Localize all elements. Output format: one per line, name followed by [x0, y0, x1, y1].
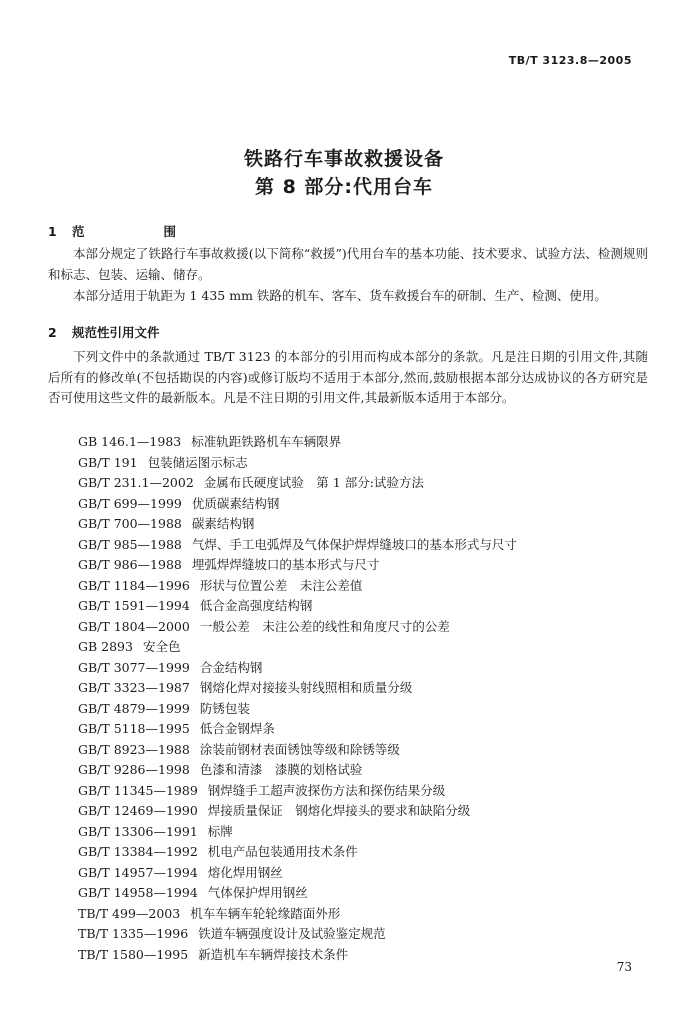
section-number: 2: [48, 325, 57, 340]
reference-code: GB/T 700—1988: [78, 516, 182, 531]
reference-title: 熔化焊用钢丝: [207, 864, 283, 880]
reference-title: 钢熔化焊对接接头射线照相和质量分级: [199, 680, 413, 695]
reference-item: [78, 514, 517, 535]
reference-item: [78, 699, 517, 720]
reference-title: 标准轨距铁路机车车辆限界: [191, 434, 342, 449]
reference-title: 一般公差 未注公差的线性和角度尺寸的公差: [199, 618, 450, 634]
reference-title: 优质碳素结构钢: [191, 495, 280, 511]
reference-item: [78, 842, 517, 863]
reference-item: [78, 576, 517, 597]
reference-item: [78, 945, 517, 966]
section-heading-scope: [48, 222, 194, 240]
reference-item: [78, 863, 517, 884]
reference-item: [78, 432, 517, 453]
reference-code: GB/T 985—1988: [78, 536, 182, 552]
reference-code: GB 146.1—1983: [78, 434, 182, 449]
reference-title: 气焊、手工电弧焊及气体保护焊焊缝坡口的基本形式与尺寸: [191, 536, 517, 552]
reference-list: [78, 432, 517, 965]
reference-code: GB/T 4879—1999: [78, 700, 190, 716]
reference-item: [78, 924, 517, 945]
reference-code: GB/T 13306—1991: [78, 823, 198, 839]
reference-code: GB 2893: [78, 639, 133, 654]
standard-code: TB/T 3123.8—2005: [508, 54, 632, 67]
reference-code: GB/T 12469—1990: [78, 803, 198, 818]
reference-item: [78, 637, 517, 658]
reference-code: TB/T 499—2003: [78, 905, 181, 921]
reference-title: 气体保护焊用钢丝: [207, 885, 308, 900]
reference-item: [78, 678, 517, 699]
reference-title: 低合金高强度结构钢: [199, 598, 313, 613]
reference-code: GB/T 1184—1996: [78, 577, 190, 593]
reference-title: 机车车辆车轮轮缘踏面外形: [190, 905, 341, 921]
reference-code: GB/T 11345—1989: [78, 782, 198, 798]
reference-item: [78, 904, 517, 925]
reference-item: [78, 453, 517, 474]
reference-title: 埋弧焊焊缝坡口的基本形式与尺寸: [191, 557, 380, 572]
reference-code: GB/T 231.1—2002: [78, 475, 194, 490]
reference-title: 防锈包装: [199, 700, 250, 716]
reference-title: 钢焊缝手工超声波探伤方法和探伤结果分级: [207, 782, 446, 798]
reference-item: [78, 617, 517, 638]
section-number: 1: [48, 224, 57, 239]
reference-item: [78, 781, 517, 802]
reference-title: 安全色: [142, 639, 181, 654]
reference-code: GB/T 5118—1995: [78, 721, 190, 736]
reference-title: 标牌: [207, 823, 233, 839]
reference-title: 金属布氏硬度试验 第 1 部分:试验方法: [203, 475, 424, 490]
reference-item: [78, 473, 517, 494]
reference-code: GB/T 699—1999: [78, 495, 182, 511]
scope-paragraph: 本部分规定了铁路行车事故救援(以下简称“救援”)代用台车的基本功能、技术要求、试验方法、检测规则和标志、包装、运输、储存。: [48, 246, 648, 282]
reference-title: 新造机车车辆焊接技术条件: [198, 946, 349, 962]
reference-item: [78, 801, 517, 822]
reference-title: 焊接质量保证 钢熔化焊接头的要求和缺陷分级: [207, 803, 471, 818]
reference-item: [78, 760, 517, 781]
reference-code: GB/T 3077—1999: [78, 659, 190, 675]
reference-code: GB/T 1804—2000: [78, 618, 190, 634]
reference-title: 机电产品包装通用技术条件: [207, 844, 358, 859]
reference-code: GB/T 14958—1994: [78, 885, 198, 900]
reference-title: 涂装前钢材表面锈蚀等级和除锈等级: [199, 741, 400, 757]
section-title: 范 围: [72, 224, 195, 239]
reference-code: GB/T 13384—1992: [78, 844, 198, 859]
reference-code: GB/T 8923—1988: [78, 741, 190, 757]
reference-code: TB/T 1580—1995: [78, 946, 189, 962]
reference-item: [78, 883, 517, 904]
reference-item: [78, 596, 517, 617]
reference-title: 形状与位置公差 未注公差值: [199, 577, 363, 593]
reference-code: GB/T 986—1988: [78, 557, 182, 572]
reference-title: 色漆和清漆 漆膜的划格试验: [199, 762, 363, 777]
reference-item: [78, 535, 517, 556]
reference-item: [78, 658, 517, 679]
reference-code: GB/T 3323—1987: [78, 680, 190, 695]
reference-code: GB/T 191: [78, 454, 138, 470]
reference-item: [78, 822, 517, 843]
reference-title: 碳素结构钢: [191, 516, 255, 531]
document-subtitle: 第 8 部分:代用台车: [254, 176, 434, 198]
reference-item: [78, 555, 517, 576]
section-heading-normative-references: [48, 323, 160, 341]
reference-item: [78, 719, 517, 740]
reference-title: 合金结构钢: [199, 659, 263, 675]
reference-title: 铁道车辆强度设计及试验鉴定规范: [198, 926, 386, 941]
reference-code: GB/T 1591—1994: [78, 598, 190, 613]
reference-title: 低合金钢焊条: [199, 721, 275, 736]
references-intro-paragraph: 下列文件中的条款通过 TB/T 3123 的本部分的引用而构成本部分的条款。凡是注日期的引用文件,其随后所有的修改单(不包括勘误的内容)或修订版均不适用于本部分,然而,鼓励根据本部分达成协议的各方研究是否可使用这些文件的最新版本。凡是不注日期的引用文件,其最新版本适用于本部分。: [48, 349, 648, 405]
reference-title: 包装储运图示标志: [147, 454, 248, 470]
scope-applicability-paragraph: 本部分适用于轨距为 1 435 mm 铁路的机车、客车、货车救援台车的研制、生产、检测、使用。: [73, 288, 607, 303]
reference-code: TB/T 1335—1996: [78, 926, 189, 941]
section-title: 规范性引用文件: [72, 325, 160, 340]
page-number: 73: [616, 960, 632, 974]
document-title: 铁路行车事故救援设备: [243, 148, 444, 170]
reference-item: [78, 740, 517, 761]
reference-item: [78, 494, 517, 515]
reference-code: GB/T 9286—1998: [78, 762, 190, 777]
reference-code: GB/T 14957—1994: [78, 864, 198, 880]
